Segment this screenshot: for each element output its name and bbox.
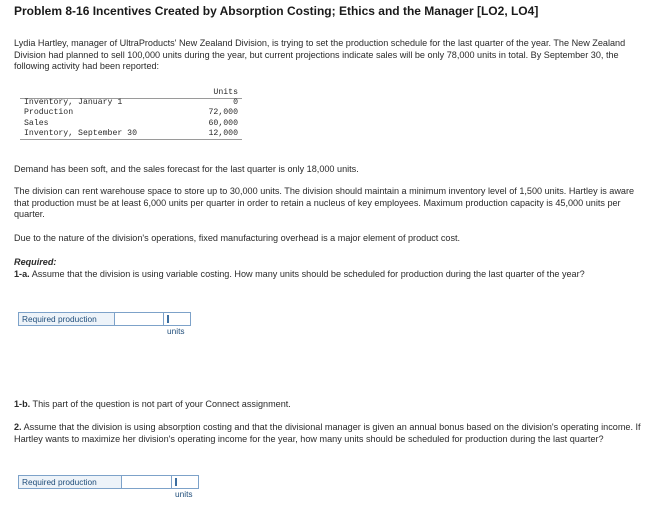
unit-label: units (167, 326, 185, 336)
question-1b-number: 1-b. (14, 399, 31, 409)
required-production-input-2[interactable] (122, 475, 172, 489)
question-2-text: Assume that the division is using absorption costing and that the divisional manager is given an annual bonus based on the division's operating income. If Hartley wants to maximize her division's operating income for the year, how many units should be scheduled for production during the last quarter? (14, 422, 641, 444)
unit-label: units (175, 489, 193, 499)
table-footer (20, 139, 242, 143)
overhead-paragraph: Due to the nature of the division's operations, fixed manufacturing overhead is a major element of product cost. (14, 233, 461, 243)
question-1a (14, 269, 644, 281)
demand-paragraph: Demand has been soft, and the sales forecast for the last quarter is only 18,000 units. (14, 164, 359, 174)
answer-label-2: Required production (18, 475, 122, 489)
question-2 (14, 422, 644, 445)
required-label: Required: (14, 257, 57, 267)
answer-unit-2 (172, 475, 199, 499)
activity-table-header-row (20, 88, 242, 98)
row-label: Sales (24, 118, 49, 128)
table-row (20, 98, 242, 108)
answer-row-1a (18, 312, 191, 336)
activity-table (20, 88, 242, 143)
row-value: 0 (233, 98, 238, 107)
problem-title: Problem 8-16 Incentives Created by Absorption Costing; Ethics and the Manager [LO2, LO4] (14, 4, 539, 18)
answer-label-1a: Required production (18, 312, 115, 326)
answer-unit-1a (164, 312, 191, 336)
row-label: Inventory, September 30 (24, 128, 138, 138)
question-1b (14, 399, 644, 411)
row-label: Inventory, January 1 (24, 98, 123, 107)
row-value: 72,000 (208, 108, 238, 118)
table-row (20, 129, 242, 139)
row-value: 12,000 (208, 128, 238, 138)
intro-paragraph: Lydia Hartley, manager of UltraProducts' New Zealand Division, is trying to set the production schedule for the last quarter of the year. The New Zealand Division had planned to sell 100,000 units during the year, but current projections indicate sales will be only 78,000 units in total. By September 30, the following activity had been reported: (14, 38, 626, 71)
unit-separator (167, 315, 169, 323)
question-2-number: 2. (14, 422, 22, 432)
warehouse-paragraph: The division can rent warehouse space to store up to 30,000 units. The division should maintain a minimum inventory level of 1,500 units. Hartley is aware that production must be at least 6,000 units per quarter in order to retain a nucleus of key employees. Maximum production capacity is 45,000 units per quarter. (14, 186, 635, 219)
required-heading (14, 257, 644, 269)
table-row (20, 119, 242, 129)
units-column-header: Units (213, 88, 238, 97)
unit-separator (175, 478, 177, 486)
question-1a-text: Assume that the division is using variable costing. How many units should be scheduled for production during the last quarter of the year? (29, 269, 585, 279)
row-value: 60,000 (208, 118, 238, 128)
table-row (20, 108, 242, 118)
answer-row-2 (18, 475, 199, 499)
question-1a-number: 1-a. (14, 269, 30, 279)
required-production-input-1a[interactable] (115, 312, 164, 326)
table-rule (20, 139, 242, 140)
question-1b-text: This part of the question is not part of your Connect assignment. (30, 399, 291, 409)
row-label: Production (24, 108, 74, 118)
